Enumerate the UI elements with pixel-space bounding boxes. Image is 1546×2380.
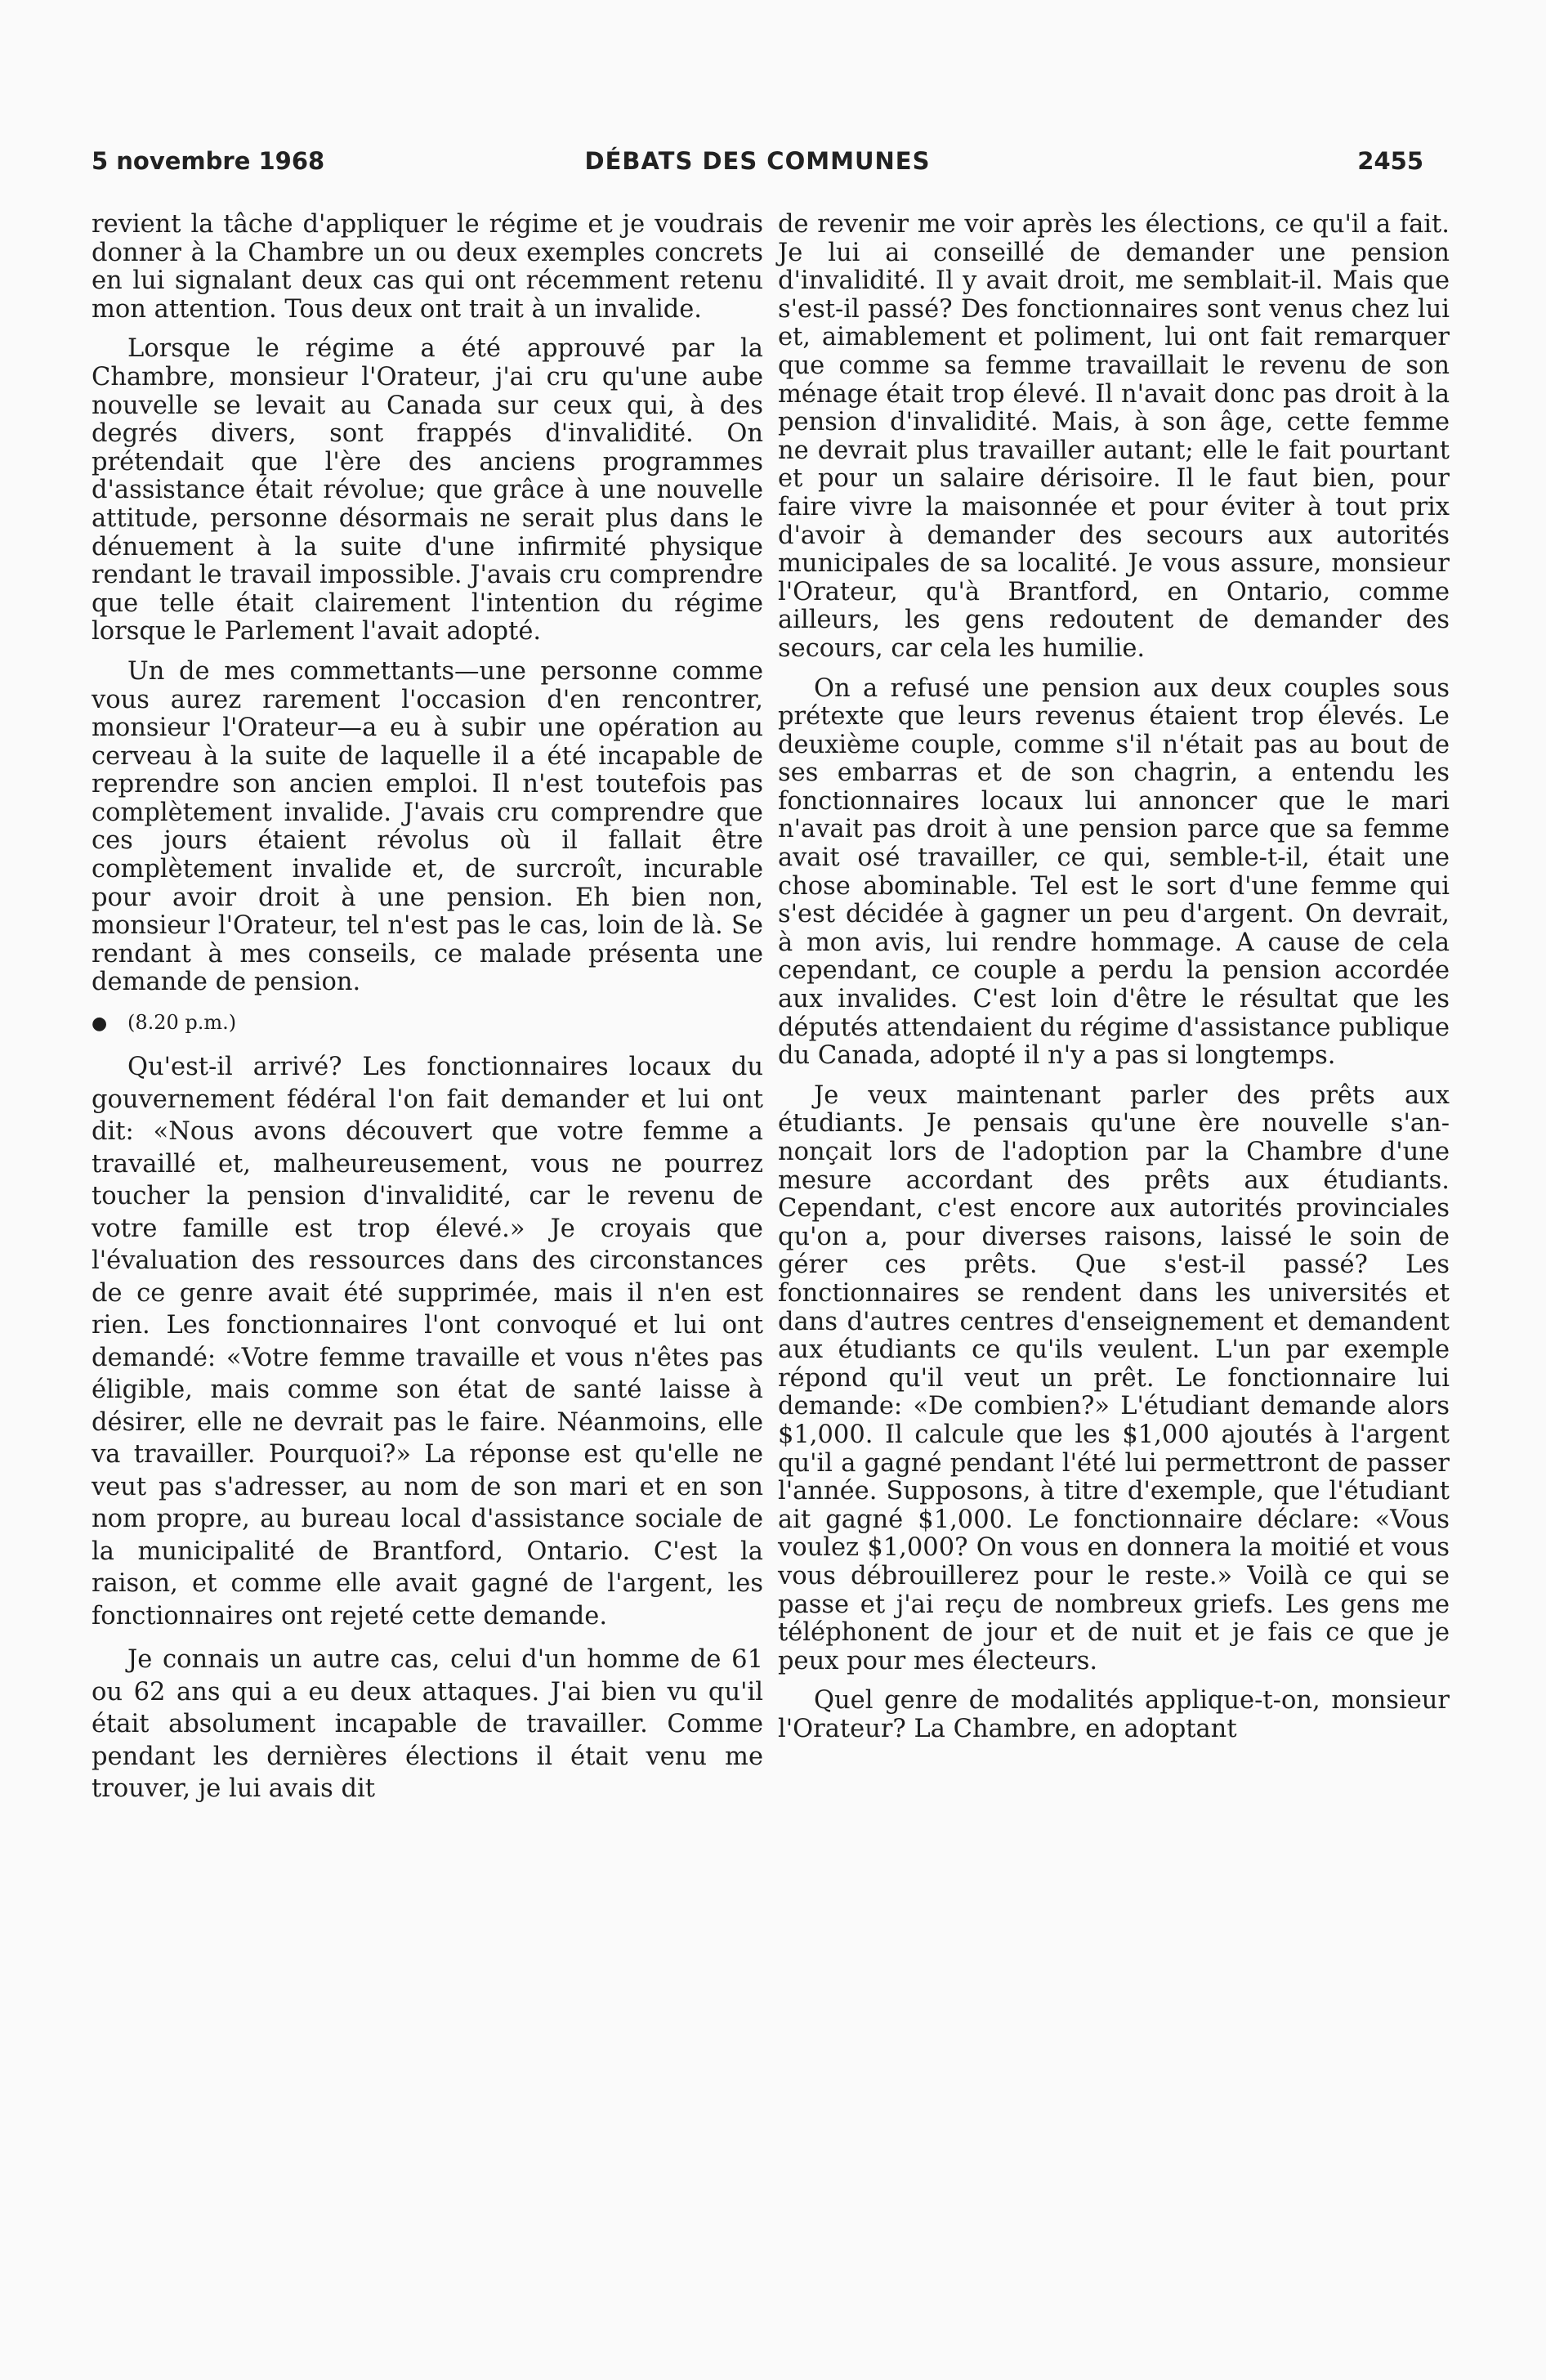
paragraph: Je connais un autre cas, celui d'un homme de 61 ou 62 ans qui a eu deux attaques. J'ai bien vu qu'il était absolument incapable de travailler. Comme pendant les dernières élections il était venu me trouver, je lui avais dit bbox=[92, 1645, 763, 1804]
paragraph: Lorsque le régime a été approuvé par la Chambre, monsieur l'Orateur, j'ai cru qu'une aube nouvelle se levait au Canada sur ceux qui, à des degrés divers, sont frappés d'invalidité. On prétendait que l'ère des anciens programmes d'assistance était révolue; que grâce à une nouvelle attitude, personne désormais ne serait plus dans le dénuement à la suite d'une infirmité physique rendant le travail impossible. J'avais cru comprendre que telle était clairement l'intention du régime lorsque le Parlement l'avait adopté. bbox=[92, 334, 763, 646]
paragraph: Qu'est-il arrivé? Les fonctionnaires locaux du gouvernement fédéral l'on fait demander et lui ont dit: «Nous avons découvert que votre femme a travaillé et, malheureusement, vous ne pourrez toucher la pension d'invalidité, car le revenu de votre famille est trop élevé.» Je croyais que l'évaluation des ressources dans des circonstances de ce genre avait été supprimée, mais il n'en est rien. Les fonctionnaires l'ont convoqué et lui ont demandé: «Votre femme travaille et vous n'êtes pas éligible, mais comme son état de santé laisse à désirer, elle ne devrait pas le faire. Néanmoins, elle va travailler. Pourquoi?» La réponse est qu'elle ne veut pas s'adresser, au nom de son mari et en son nom propre, au bureau local d'assistance sociale de la municipalité de Brantford, Ontario. C'est la raison, et comme elle avait gagné de l'argent, les fonctionnaires ont rejeté cette demande. bbox=[92, 1053, 763, 1631]
left-column bbox=[92, 211, 763, 1817]
header-page-number: 2455 bbox=[1357, 147, 1423, 175]
right-column bbox=[778, 211, 1450, 1755]
paragraph: de revenir me voir après les élections, ce qu'il a fait. Je lui ai conseillé de demander une pension d'invalidité. Il y avait droit, me semblait-il. Mais que s'est-il passé? Des fonctionnaires sont venus chez lui et, aimablement et poliment, lui ont fait remarquer que comme sa femme travaillait le revenu de son ménage était trop élevé. Il n'avait donc pas droit à la pension d'invalidité. Mais, à son âge, cette femme ne devrait plus travailler autant; elle le fait pourtant et pour un salaire dérisoire. Il le faut bien, pour faire vivre la maisonnée et pour éviter à tout prix d'avoir à demander des secours aux autorités municipales de sa localité. Je vous assure, monsieur l'Orateur, qu'à Brantford, en Ontario, comme ailleurs, les gens redoutent de demander des secours, car cela les humilie. bbox=[778, 210, 1450, 663]
paragraph: Quel genre de modalités applique-t-on, monsieur l'Orateur? La Chambre, en adoptant bbox=[778, 1686, 1450, 1743]
paragraph: Je veux maintenant parler des prêts aux étudiants. Je pensais qu'une ère nouvelle s'annonçait lors de l'adoption par la Chambre d'une mesure accordant des prêts aux étudiants. Cependant, c'est encore aux autorités provinciales qu'on a, pour diverses raisons, laissé le soin de gérer ces prêts. Que s'est-il passé? Les fonctionnaires se rendent dans les universités et dans d'autres centres d'enseignement et demandent aux étudiants ce qu'ils veulent. L'un par exemple répond qu'il veut un prêt. Le fonctionnaire lui demande: «De combien?» L'étudiant demande alors $1,000. Il calcule que les $1,000 ajoutés à l'argent qu'il a gagné pendant l'été lui permettront de passer l'année. Supposons, à titre d'exemple, que l'étudiant ait gagné $1,000. Le fonctionnaire déclare: «Vous voulez $1,000? On vous en donnera la moitié et vous vous débrouillerez pour le reste.» Voilà ce qui se passe et j'ai reçu de nombreux griefs. Les gens me téléphonent de jour et de nuit et je fais ce que je peux pour mes électeurs. bbox=[778, 1080, 1450, 1675]
header-title: DÉBATS DES COMMUNES bbox=[584, 147, 931, 175]
time-marker bbox=[92, 1009, 763, 1038]
time-marker-text: (8.20 p.m.) bbox=[127, 1011, 237, 1035]
paragraph: Un de mes commettants—une personne comme vous aurez rarement l'occasion d'en rencontrer, monsieur l'Orateur—a eu à subir une opération au cerveau à la suite de laquelle il a été incapable de reprendre son ancien emploi. Il n'est toutefois pas complètement invalide. J'avais cru comprendre que ces jours étaient révolus où il fallait être complètement invalide et, de surcroît, incurable pour avoir droit à une pension. Eh bien non, monsieur l'Orateur, tel n'est pas le cas, loin de là. Se rendant à mes conseils, ce malade présenta une demande de pension. bbox=[92, 656, 763, 997]
bullet-icon: ● bbox=[92, 1013, 108, 1035]
paragraph: revient la tâche d'appliquer le régime et je voudrais donner à la Chambre un ou deux exemples concrets en lui signalant deux cas qui ont récemment retenu mon attention. Tous deux ont trait à un invalide. bbox=[92, 210, 763, 324]
header-date: 5 novembre 1968 bbox=[92, 147, 325, 175]
paragraph: On a refusé une pension aux deux couples sous prétexte que leurs revenus étaient trop élevés. Le deuxième couple, comme s'il n'était pas au bout de ses embarras et de son chagrin, a entendu les fonctionnaires locaux lui annoncer que le mari n'avait pas droit à une pension parce que sa femme avait osé travailler, ce qui, semble-t-il, était une chose abominable. Tel est le sort d'une femme qui s'est décidée à gagner un peu d'argent. On devrait, à mon avis, lui rendre hommage. A cause de cela cependant, ce couple a perdu la pension accordée aux invalides. C'est loin d'être le résultat que les députés attendaient du régime d'assistance publique du Canada, adopté il n'y a pas si longtemps. bbox=[778, 673, 1450, 1071]
page-header bbox=[92, 147, 1423, 188]
